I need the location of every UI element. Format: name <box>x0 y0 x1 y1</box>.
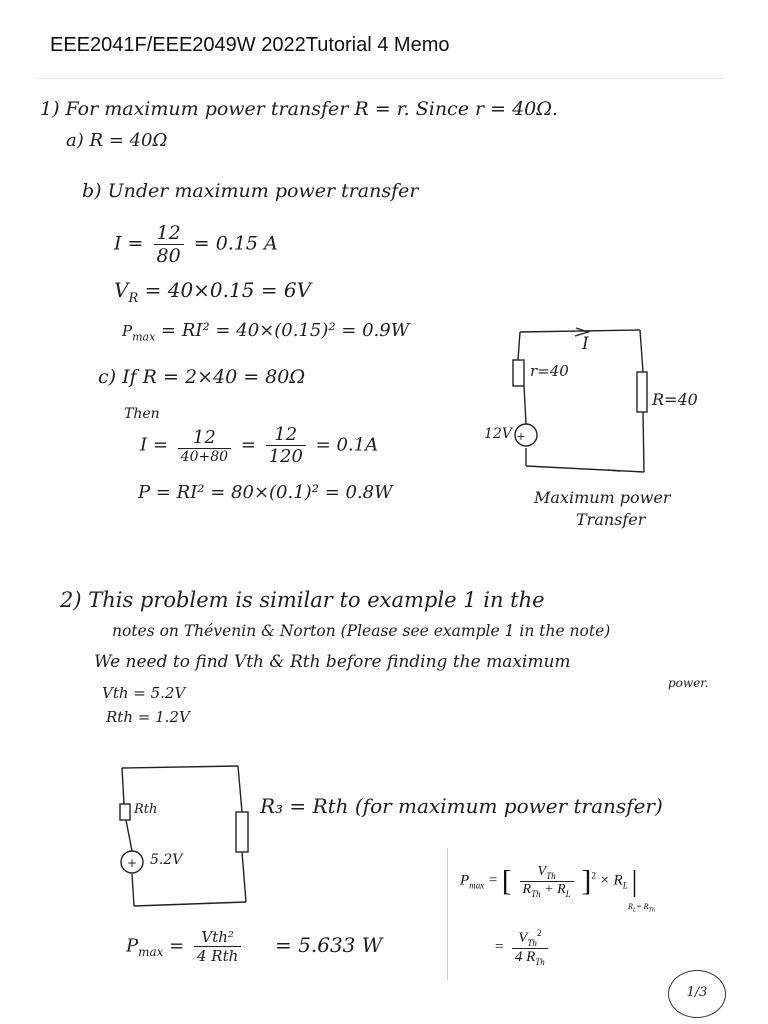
q1-c-then: Then <box>124 406 160 422</box>
q1-b-power: $P_{max} = RI^2 = 40\times(0.15)^2 = 0.9W$ <box>122 320 410 344</box>
q2-line-1: 2) This problem is similar to example 1 in the <box>60 588 545 612</box>
circuit2-source-label: 5.2V <box>150 852 183 868</box>
q2-rth: Rth = 1.2V <box>106 708 190 726</box>
circuit1-source-label: 12V <box>484 426 512 442</box>
circuit1-current-label: I <box>582 334 589 354</box>
source-polarity-icon: + <box>516 430 526 443</box>
thevenin-circuit-diagram <box>110 760 270 920</box>
circuit1-R-label: R=40 <box>652 390 698 409</box>
q2-line-2: notes on Thévenin & Norton (Please see example 1 in the note) <box>112 622 611 640</box>
right-wire-top <box>238 766 242 812</box>
q1-part-b-heading: b) Under maximum power transfer <box>82 180 419 202</box>
q1-part-c-heading: c) If R = 2×40 = 80Ω <box>98 366 306 388</box>
q2-vth: Vth = 5.2V <box>102 684 186 702</box>
circuit1-caption-line-1: Maximum power <box>534 488 671 507</box>
right-wire-bottom <box>242 852 246 902</box>
right-wire-bottom <box>643 412 644 472</box>
top-wire <box>520 330 640 332</box>
top-wire <box>122 766 238 768</box>
q2-line-3-continuation: power. <box>668 676 709 690</box>
q1-line-1: 1) For maximum power transfer R = r. Since r = 40Ω. <box>40 98 559 120</box>
formula-box-border <box>447 848 448 980</box>
bottom-wire <box>134 902 246 906</box>
source-wire-top <box>126 820 132 851</box>
q1-c-power: P = RI² = 80×(0.1)² = 0.8W <box>138 482 393 503</box>
thevenin-resistor-rth <box>120 804 130 820</box>
typed-max-power-formula: $P_{max}$ = [ $\frac{V_{Th}}{R_{Th} + R_L}$ ]$^2 \times R_L$ | <box>460 864 638 899</box>
internal-resistor-r <box>513 360 524 386</box>
typed-formula-result: = $\frac{V_{Th}^2}{4 R_{Th}}$ <box>494 928 552 967</box>
load-resistor-R <box>637 372 647 412</box>
q1-c-current: I = $\frac{12}{40+80}$ = $\frac{12}{120}$ = 0.1A <box>140 424 379 467</box>
circuit2-rth-label: Rth <box>134 802 158 817</box>
bottom-arrow-icon <box>608 470 620 471</box>
q1-b-voltage: $V_R = 40\times 0.15 = 6V$ <box>114 278 312 306</box>
scan-line <box>36 78 726 79</box>
q2-pmax-handwritten: $P_{max}$ = $\frac{\text{Vth²}}{\text{4 Rth}}$ = 5.633 W <box>126 928 383 965</box>
q1-part-a: a) R = 40Ω <box>66 130 168 151</box>
source-wire-top <box>524 386 526 424</box>
left-wire-top <box>122 768 124 804</box>
document-title: EEE2041F/EEE2049W 2022Tutorial 4 Memo <box>50 34 450 56</box>
source-polarity-icon: + <box>126 856 138 870</box>
page-number: 1/3 <box>668 970 726 1018</box>
bottom-wire <box>526 466 644 472</box>
right-wire-top <box>640 330 643 372</box>
q2-line-3: We need to find Vth & Rth before finding the maximum <box>94 652 571 672</box>
source-wire-bottom <box>132 874 134 906</box>
load-resistor-R3 <box>236 812 248 852</box>
circuit1-caption-line-2: Transfer <box>576 510 646 529</box>
left-wire-top <box>518 332 520 360</box>
q1-b-current: I = $\frac{12}{80}$ = 0.15 A <box>114 222 278 267</box>
typed-formula-evaluation: $R_L= R_{Th}$ <box>628 902 655 914</box>
circuit2-r3-label: R₃ = Rth (for maximum power transfer) <box>260 794 663 818</box>
circuit1-r-label: r=40 <box>530 362 569 380</box>
